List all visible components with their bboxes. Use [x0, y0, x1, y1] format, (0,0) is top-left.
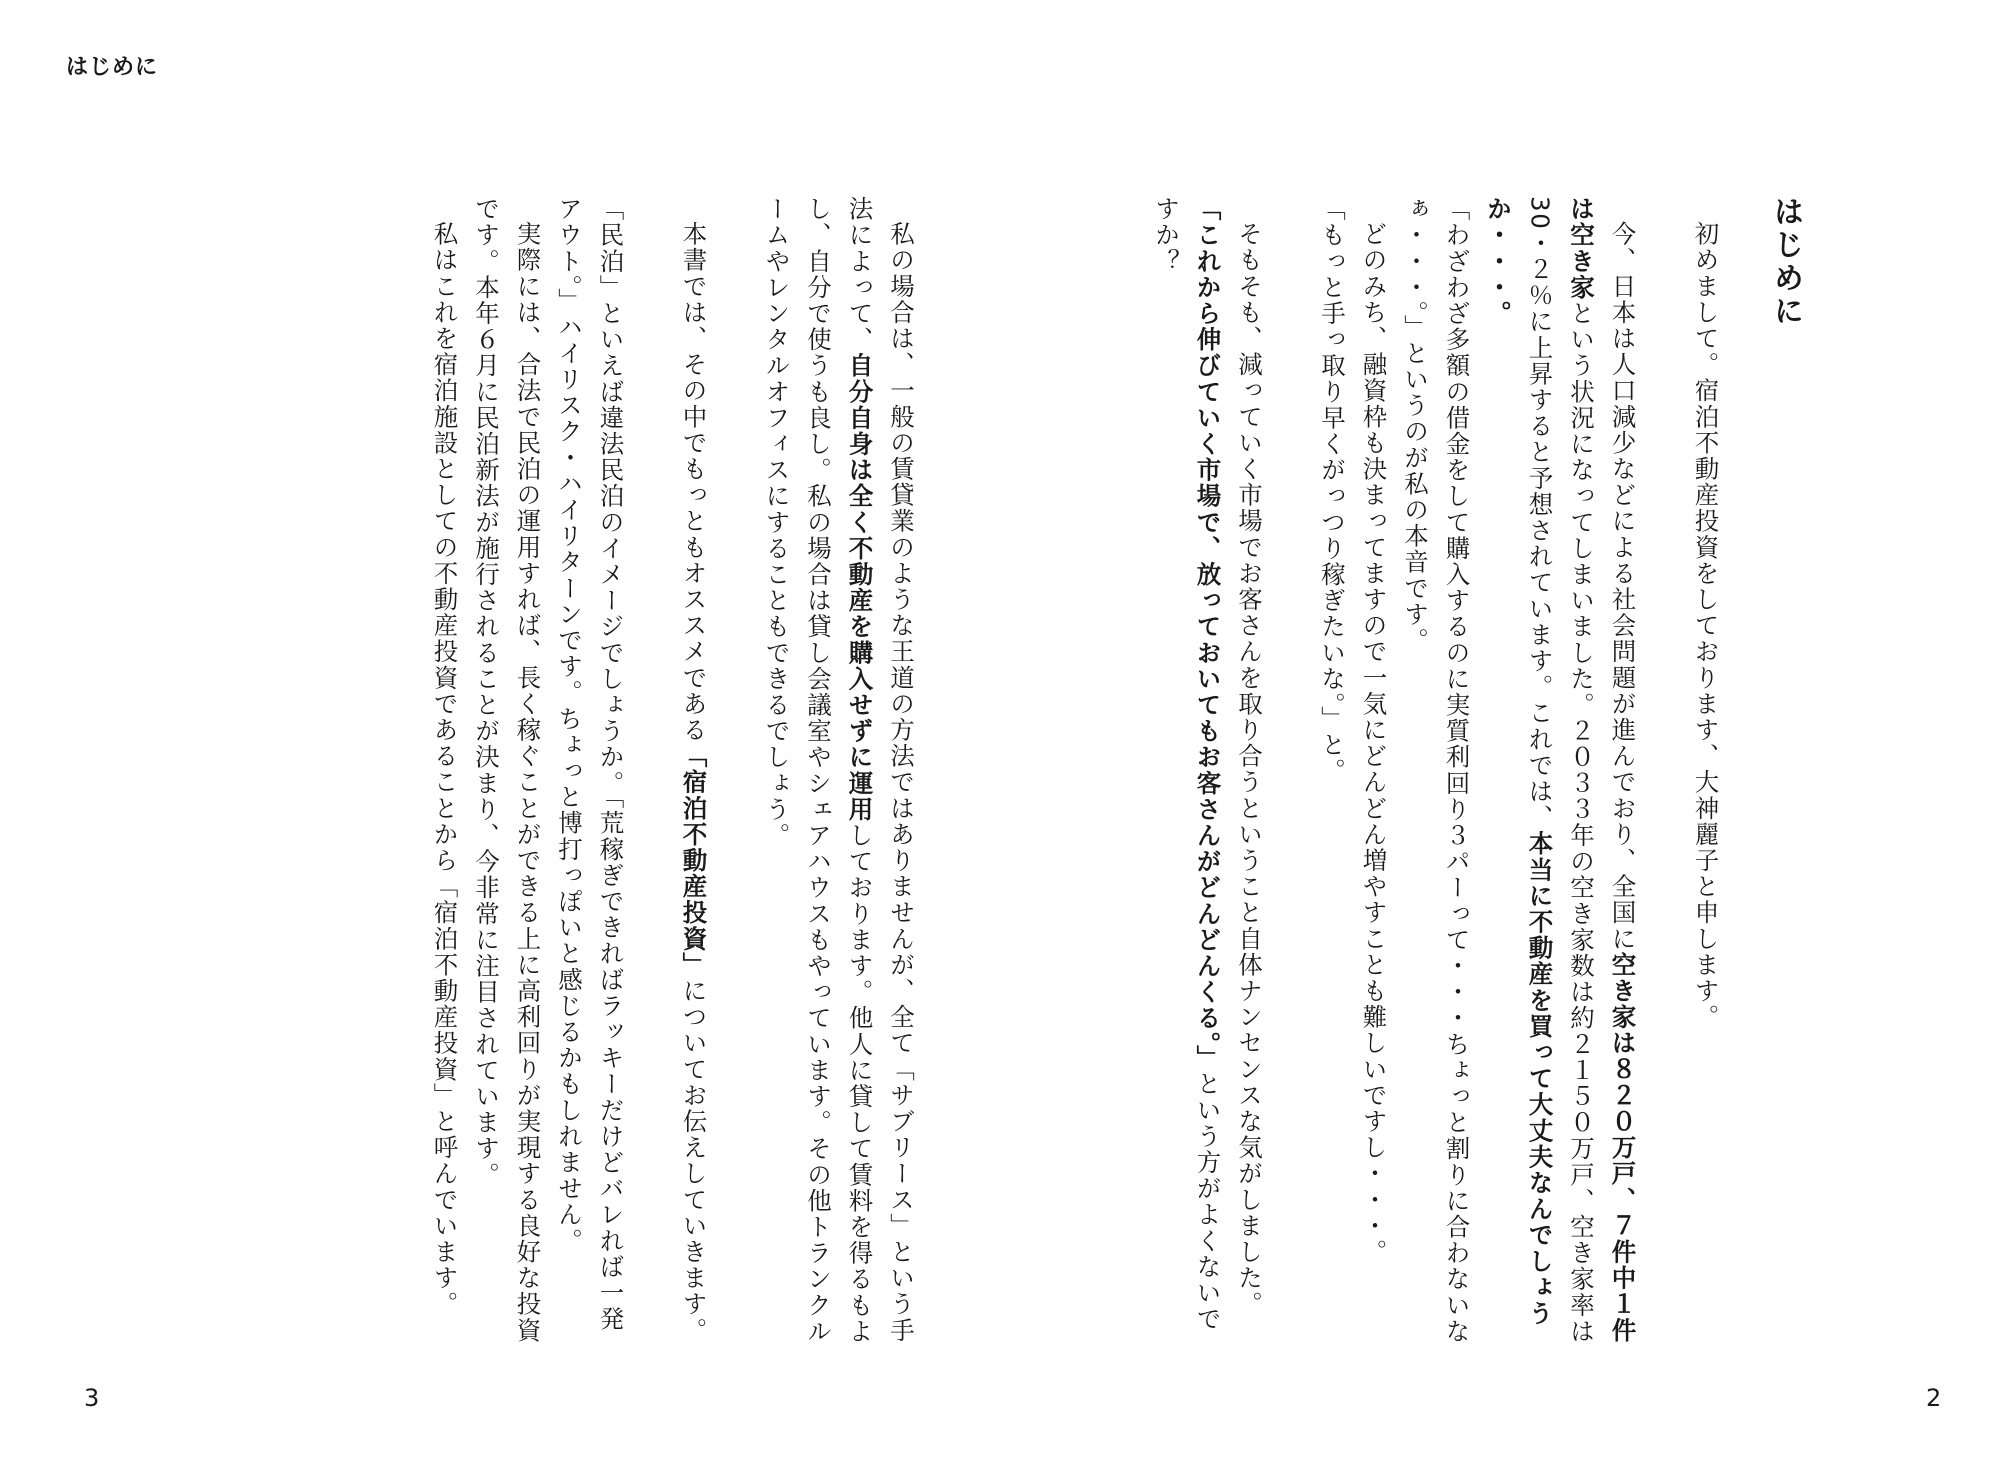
text-run: という状況になってしまいました。２０３３年の空き家数は約２１５０万戸、空き家率は30・２％に上昇すると予想されています。これでは、: [1525, 196, 1596, 1345]
paragraph: [1478, 196, 1644, 1346]
paragraph: 「もっと手っ取り早くがっつり稼ぎたいな。」と。: [1318, 196, 1347, 785]
text-run: についてお伝えしていきます。: [679, 977, 709, 1343]
page-number: 3: [84, 1384, 100, 1412]
chapter-title: はじめに: [1768, 196, 1803, 328]
text-run: 本書では、その中でもっともオススメである: [679, 220, 709, 743]
emphasis-text: 空き家は８２０万戸、７件中１件は空き家: [1567, 196, 1638, 1343]
page-number: 2: [1926, 1384, 1942, 1412]
text-run: そもそも、減っていく市場でお客さんを取り合うということ自体ナンセンスな気がしました。: [1235, 220, 1264, 1317]
text-run: 私の場合は、一般の賃貸業のような王道の方法ではありませんが、全て「サブリース」という手法によって、: [845, 196, 916, 1343]
emphasis-text: 自分自身は全く不動産を購入せずに運用: [845, 352, 875, 823]
text-run: という方がよくないですか？: [1152, 196, 1223, 1333]
text-run: しております。他人に貸して賃料を得るもよし、自分で使うも良し。私の場合は貸し会議室やシェアハウスもやっています。その他トランクルームやレンタルオフィスにすることもできるでしょう。: [762, 196, 875, 1345]
paragraph: [673, 196, 715, 1346]
paragraph: 「民泊」といえば違法民泊のイメージでしょうか。「荒稼ぎできればラッキーだけどバレれば一発アウト。」ハイリスク・ハイリターンです。ちょっと博打っぽいと感じるかもしれません。: [555, 196, 626, 1333]
emphasis-text: 「宿泊不動産投資」: [679, 742, 709, 978]
blank-line: [1270, 196, 1312, 1346]
blank-line: [1644, 196, 1686, 1346]
running-header: はじめに: [66, 55, 159, 80]
right-page: [1008, 0, 2016, 1481]
emphasis-text: 「これから伸びていく市場で、放っておいてもお客さんがどんどんくる。」: [1193, 196, 1223, 1072]
paragraph: [1146, 196, 1271, 1346]
text-run: 今、日本は人口減少などによる社会問題が進んでおり、全国に: [1608, 220, 1638, 952]
paragraph: どのみち、融資枠も決まってますので一気にどんどん増やすことも難しいですし・・・。: [1359, 220, 1389, 1265]
blank-line: [715, 196, 757, 1346]
paragraph: 実際には、合法で民泊の運用すれば、長く稼ぐことができる上に高利回りが実現する良好な投資です。本年６月に民泊新法が施行されることが決まり、今非常に注目されています。: [472, 196, 543, 1343]
right-page-body: [1152, 196, 1806, 1346]
paragraph: 「わざわざ多額の借金をして購入するのに実質利回り３パーって・・・ちょっと割りに合わないなぁ・・・。」というのが私の本音です。: [1401, 196, 1472, 1345]
left-page-body: [92, 196, 922, 1346]
blank-line: [632, 196, 674, 1346]
paragraph: 私はこれを宿泊施設としての不動産投資であることから「宿泊不動産投資」と呼んでいます。: [430, 220, 460, 1317]
emphasis-text: 本当に不動産を買って大丈夫なんでしょうか・・・。: [1484, 196, 1555, 1327]
paragraph: [756, 196, 922, 1346]
paragraph: 初めまして。宿泊不動産投資をしております、大神麗子と申します。: [1691, 220, 1721, 1030]
